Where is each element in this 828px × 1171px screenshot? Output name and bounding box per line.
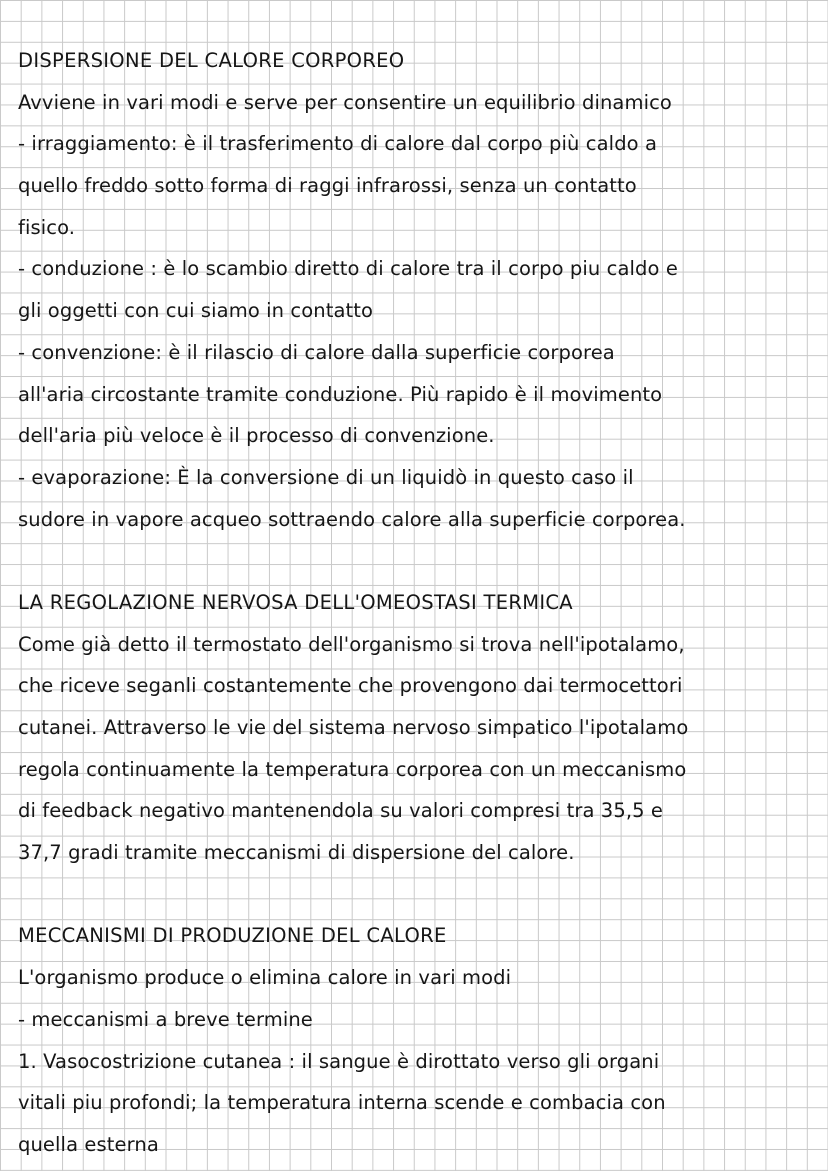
paragraph-line: L'organismo produce o elimina calore in vari modi (18, 966, 512, 990)
paragraph-line: gli oggetti con cui siamo in contatto (18, 299, 374, 323)
paragraph-line: quella esterna (18, 1132, 159, 1156)
paragraph-line: quello freddo sotto forma di raggi infrarossi, senza un contatto (18, 174, 637, 198)
paragraph-line: cutanei. Attraverso le vie del sistema nervoso simpatico l'ipotalamo (18, 716, 689, 739)
paragraph-line: - irraggiamento: è il trasferimento di calore dal corpo più caldo a (18, 132, 658, 156)
paragraph-line: Avviene in vari modi e serve per consentire un equilibrio dinamico (18, 90, 672, 114)
paragraph-line: che riceve seganli costantemente che provengono dai termocettori (18, 674, 683, 698)
notebook-page (18, 40, 818, 1166)
paragraph-line: 37,7 gradi tramite meccanismi di dispersione del calore. (18, 841, 575, 865)
section-title-dispersione: DISPERSIONE DEL CALORE CORPOREO (18, 49, 405, 72)
paragraph-line: - convenzione: è il rilascio di calore dalla superficie corporea (18, 340, 615, 364)
paragraph-line: - evaporazione: È la conversione di un liquidò in questo caso il (18, 465, 634, 489)
paragraph-line: - meccanismi a breve termine (18, 1007, 313, 1031)
paragraph-line: dell'aria più veloce è il processo di convenzione. (18, 424, 495, 448)
paragraph-line: - conduzione : è lo scambio diretto di calore tra il corpo piu caldo e (18, 257, 678, 281)
paragraph-line: di feedback negativo mantenendola su valori compresi tra 35,5 e (18, 799, 664, 823)
paragraph-line: 1. Vasocostrizione cutanea : il sangue è dirottato verso gli organi (18, 1049, 660, 1073)
blank-line (18, 874, 818, 916)
paragraph-line: fisico. (18, 215, 76, 239)
blank-line (18, 540, 818, 582)
paragraph-line: sudore in vapore acqueo sottraendo calore alla superficie corporea. (18, 507, 686, 531)
paragraph-line: all'aria circostante tramite conduzione. Più rapido è il movimento (18, 382, 663, 406)
paragraph-line: regola continuamente la temperatura corporea con un meccanismo (18, 757, 687, 781)
section-title-regolazione: LA REGOLAZIONE NERVOSA DELL'OMEOSTASI TERMICA (18, 590, 573, 614)
paragraph-line: Come già detto il termostato dell'organismo si trova nell'ipotalamo, (18, 632, 685, 656)
section-title-produzione: MECCANISMI DI PRODUZIONE DEL CALORE (18, 924, 447, 948)
paragraph-line: vitali piu profondi; la temperatura interna scende e combacia con (18, 1091, 666, 1115)
